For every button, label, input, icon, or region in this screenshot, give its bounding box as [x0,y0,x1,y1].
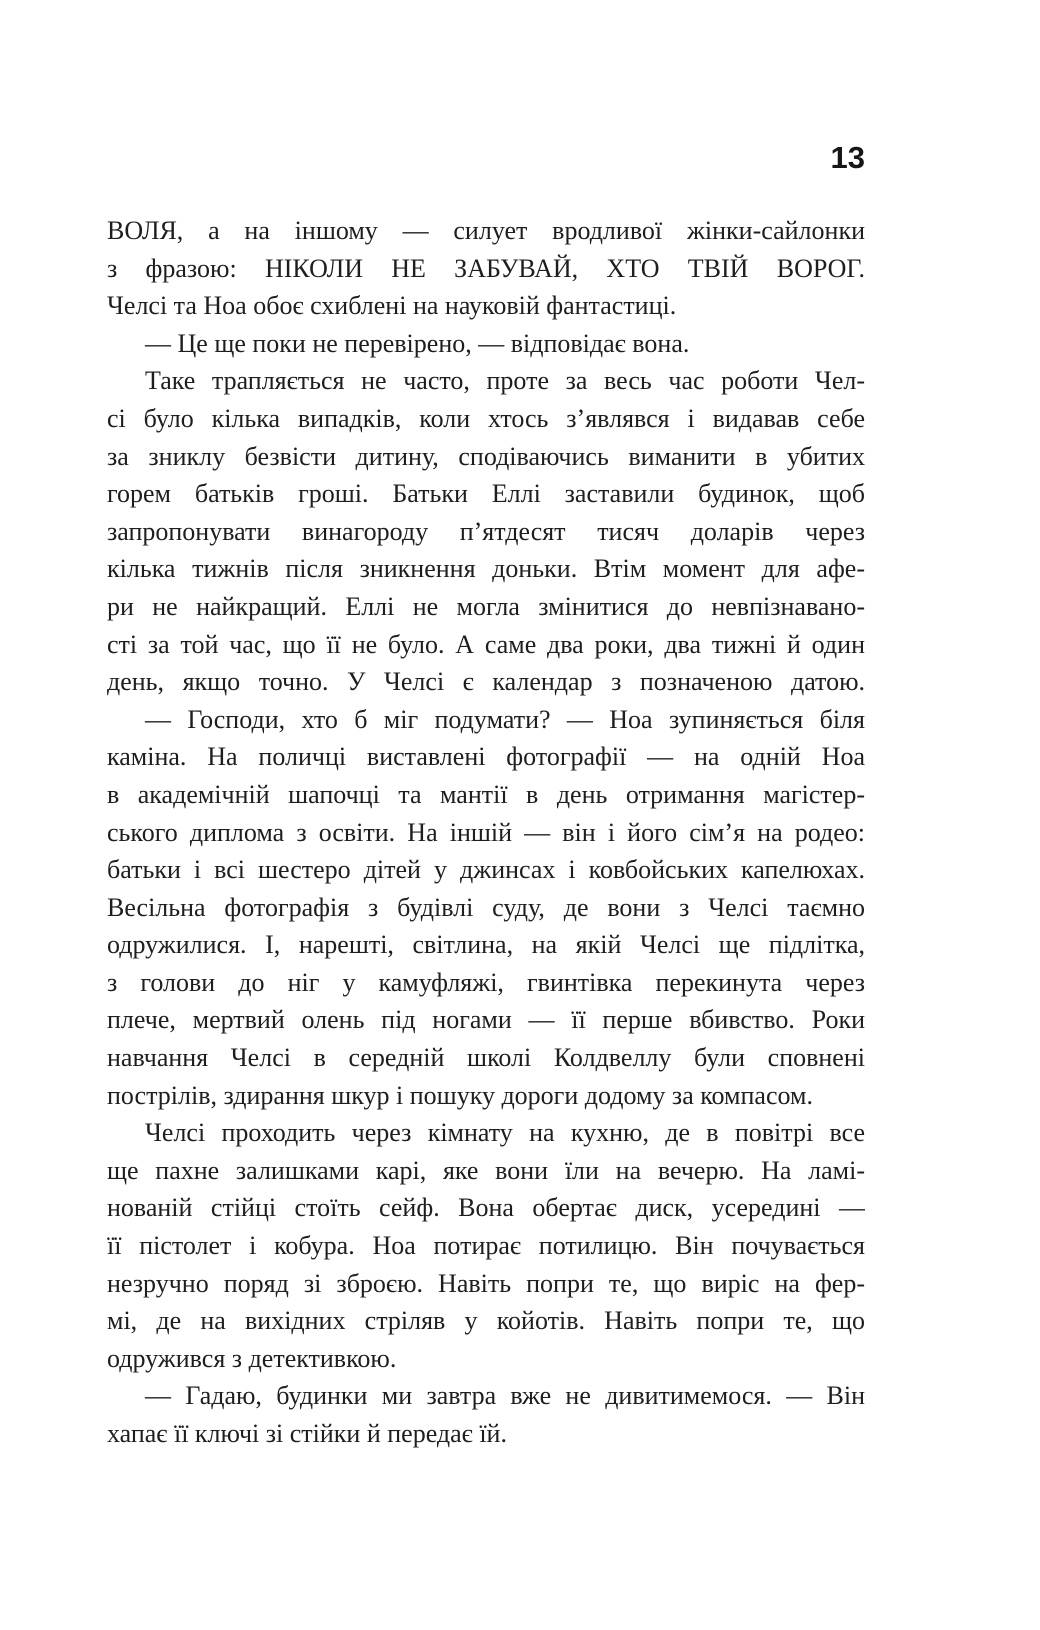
text-line: її пістолет і кобура. Ноа потирає потилицю. Він почувається [107,1231,865,1261]
text-line: кілька тижнів після зникнення доньки. Втім момент для афе- [107,554,865,584]
text-line: з голови до ніг у камуфляжі, гвинтівка перекинута через [107,967,865,997]
text-line: запропонувати винагороду п’ятдесят тисяч доларів через [107,516,865,546]
text-line: ри не найкращий. Еллі не могла змінитися до невпізнавано- [107,591,865,621]
text-line: одружився з детективкою. [107,1343,397,1373]
page-number: 13 [830,140,865,175]
paragraph [107,212,865,325]
text-line: плече, мертвий олень під ногами — її перше вбивство. Роки [107,1005,865,1035]
paragraph-dialogue [107,1377,865,1452]
text-line: день, якщо точно. У Челсі є календар з позначеною датою. [107,667,865,697]
text-line: — Господи, хто б міг подумати? — Ноа зупиняється біля [145,704,865,734]
paragraph [107,1114,865,1377]
text-line: незручно поряд зі зброєю. Навіть попри те, що виріс на фер- [107,1268,865,1298]
text-line: Челсі проходить через кімнату на кухню, де в повітрі все [145,1118,865,1148]
text-line: з фразою: НІКОЛИ НЕ ЗАБУВАЙ, ХТО ТВІЙ ВОРОГ. [107,253,865,283]
text-line: пострілів, здирання шкур і пошуку дороги додому за компасом. [107,1080,813,1110]
body-text [107,212,865,1453]
text-line: мі, де на вихідних стріляв у койотів. Навіть попри те, що [107,1306,865,1336]
text-line: Челсі та Ноа обоє схиблені на науковій фантастиці. [107,291,677,321]
text-line: Весільна фотографія з будівлі суду, де вони з Челсі таємно [107,892,865,922]
text-line: одружилися. І, нарешті, світлина, на якій Челсі ще підлітка, [107,930,865,960]
text-line: сі було кілька випадків, коли хтось з’являвся і видавав себе [107,403,865,433]
text-line: ського диплома з освіти. На іншій — він і його сім’я на родео: [107,817,865,847]
text-line: хапає її ключі зі стійки й передає їй. [107,1419,507,1448]
text-line: навчання Челсі в середній школі Колдвеллу були сповнені [107,1043,865,1073]
text-line: горем батьків гроші. Батьки Еллі заставили будинок, щоб [107,479,865,509]
paragraph-dialogue [107,325,865,363]
text-line: сті за той час, що її не було. А саме два роки, два тижні й один [107,629,865,659]
text-line: каміна. На поличці виставлені фотографії — на одній Ноа [107,742,865,772]
text-line: за зниклу безвісти дитину, сподіваючись виманити в убитих [107,441,865,471]
paragraph [107,362,865,700]
text-line: ВОЛЯ, а на іншому — силует вродливої жінки-сайлонки [107,216,865,245]
paragraph-dialogue [107,701,865,1115]
text-line: в академічній шапочці та мантії в день отримання магістер- [107,779,865,809]
text-line: Таке трапляється не часто, проте за весь час роботи Чел- [145,366,865,396]
text-line: нованій стійці стоїть сейф. Вона обертає диск, усередині — [107,1193,865,1223]
text-line: — Це ще поки не перевірено, — відповідає вона. [145,328,690,358]
text-line: — Гадаю, будинки ми завтра вже не дивитимемося. — Він [145,1381,865,1411]
text-line: ще пахне залишками карі, яке вони їли на вечерю. На ламі- [107,1155,865,1185]
text-line: батьки і всі шестеро дітей у джинсах і ковбойських капелюхах. [107,855,865,885]
